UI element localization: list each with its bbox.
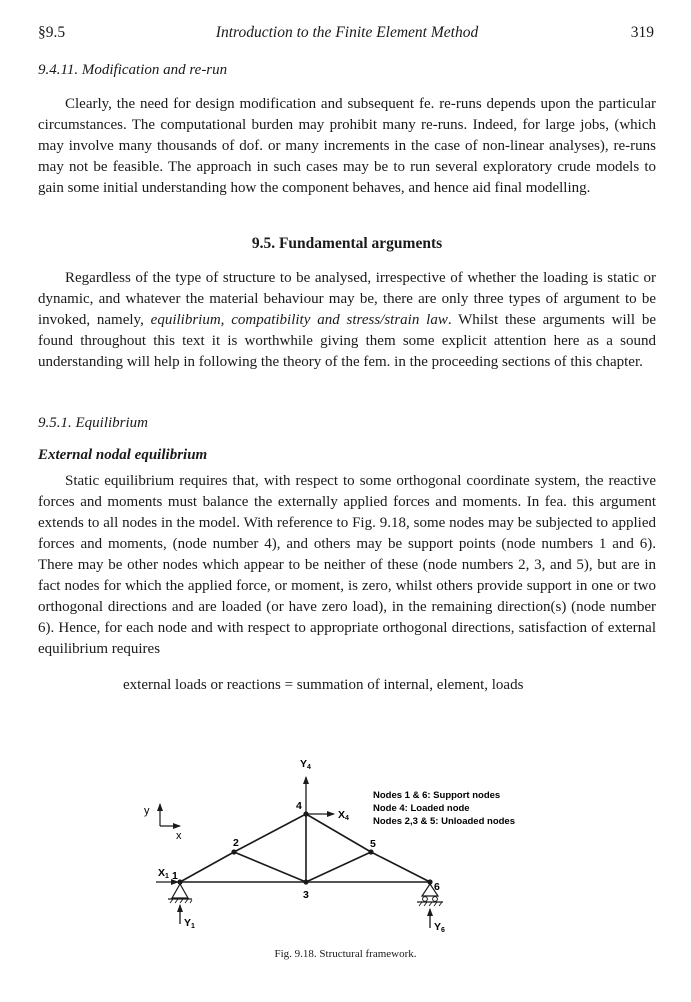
reaction-label-y1: Y1 (184, 917, 195, 930)
header-title: Introduction to the Finite Element Method (215, 24, 479, 41)
axis-label-y: y (144, 805, 150, 817)
force-label-y4: Y4 (300, 758, 311, 771)
running-header (38, 24, 656, 46)
page (38, 24, 656, 694)
member-2-4 (234, 814, 306, 852)
node-label-5: 5 (370, 838, 376, 850)
figure-caption: Fig. 9.18. Structural framework. (274, 948, 417, 960)
node-2 (231, 849, 236, 854)
node-5 (368, 849, 373, 854)
section-title-9-5: 9.5. Fundamental arguments (251, 235, 443, 252)
legend-line-1: Nodes 1 & 6: Support nodes (373, 790, 501, 801)
reaction-label-x1: X1 (158, 867, 169, 880)
paragraph-fundamental-arguments (38, 268, 656, 373)
heading-external-nodal-equilibrium: External nodal equilibrium (38, 447, 208, 463)
framework-diagram (138, 742, 568, 942)
paragraph-modification: Clearly, the need for design modification and subsequent fe. re-runs depends upon the particular circumstances. The computational burden may prohibit many re-runs. Indeed, for large jobs, (which may involve many thousands of dof. or many increments in the case of non-linear analyses), re-runs may not be feasible. The approach in such cases may be to run several exploratory crude models to gain some initial understanding how the component behaves, and hence aid final modelling. (38, 96, 656, 196)
member-2-3 (234, 852, 306, 882)
equation-equilibrium: external loads or reactions = summation of internal, element, loads (123, 677, 524, 693)
node-label-4: 4 (296, 800, 302, 812)
paragraph-emphasis: equilibrium, compatibility and stress/strain law (150, 312, 448, 328)
paragraph-text-end: . Whilst these arguments will be found throughout this text it is worthwhile giving them some explicit attention here as a sound understanding will help in following the theory of the fem. in the proceeding sections of this chapter. (38, 312, 656, 370)
node-label-3: 3 (303, 889, 309, 901)
axis-label-x: x (176, 830, 182, 842)
legend-line-2: Node 4: Loaded node (373, 803, 470, 814)
force-label-x4: X4 (338, 809, 349, 822)
paragraph-text-start: Regardless of the type of structure to be analysed, irrespective of whether the loading is static or dynamic, and whatever the material behaviour may be, there are only three types of argument to be invoked, namely, (38, 270, 656, 328)
paragraph-equilibrium: Static equilibrium requires that, with respect to some orthogonal coordinate system, the reactive forces and moments must balance the externally applied forces and moments. In fea. this argument extends to all nodes in the model. With reference to Fig. 9.18, some nodes may be subjected to applied forces and moments, (node number 4), and others may be support points (node numbers 1 and 6). There may be other nodes which appear to be neither of these (node numbers 2, 3, and 5), but are in fact nodes for which the applied force, or moment, is zero, whilst others provide support in one or two orthogonal directions and are loaded (or have zero load), in the remaining direction(s) (node number 6). Hence, for each node and with respect to appropriate orthogonal directions, satisfaction of external equilibrium requires (38, 473, 656, 657)
member-3-5 (306, 852, 371, 882)
support-node-6 (417, 884, 445, 934)
member-1-2 (180, 852, 234, 882)
figure-legend (373, 790, 515, 827)
member-5-6 (371, 852, 430, 882)
subsection-title-9-5-1: 9.5.1. Equilibrium (38, 415, 149, 431)
node-label-6: 6 (434, 881, 440, 893)
figure-structural-framework (138, 742, 568, 942)
subsection-title-9-4-11: 9.4.11. Modification and re-run (38, 62, 228, 78)
page-number: 319 (630, 24, 654, 41)
coordinate-axes (144, 804, 182, 842)
node-label-1: 1 (172, 870, 178, 882)
node-3 (303, 879, 308, 884)
legend-line-3: Nodes 2,3 & 5: Unloaded nodes (373, 816, 515, 827)
header-section: §9.5 (38, 24, 66, 41)
reaction-label-y6: Y6 (434, 921, 445, 934)
node-label-2: 2 (233, 837, 239, 849)
pin-support-1 (172, 884, 188, 898)
